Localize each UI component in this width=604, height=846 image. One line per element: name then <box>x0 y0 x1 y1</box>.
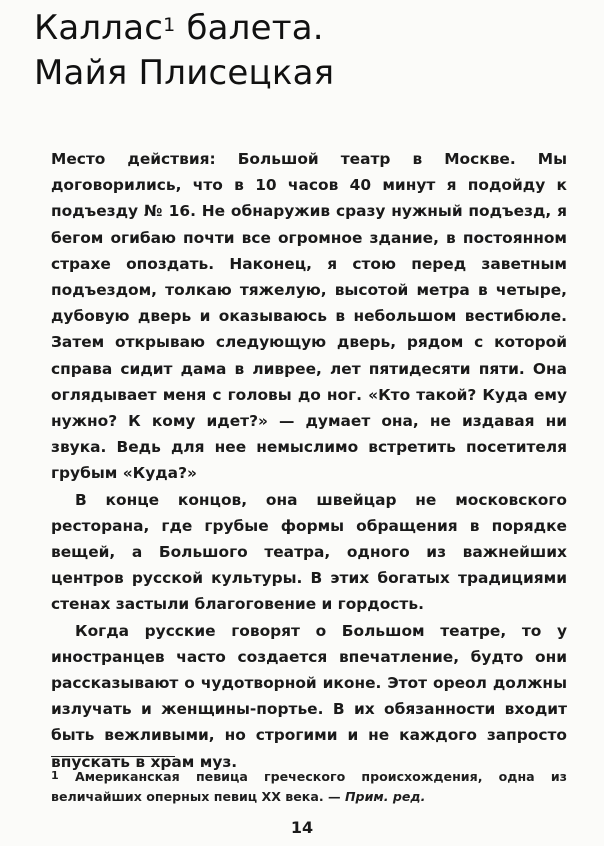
body-text <box>51 146 567 775</box>
footnote-text: Американская певица греческого происхождения, одна из величайших оперных певиц XX века. — <box>51 769 567 804</box>
paragraph: Место действия: Большой театр в Москве. Мы договорились, что в 10 часов 40 минут я подойду к подъезду № 16. Не обнаружив сразу нужный подъезд, я бегом огибаю почти все огромное здание, в постоянном страхе опоздать. Наконец, я стою перед заветным подъездом, толкаю тяжелую, высотой метра в четыре, дубовую дверь и оказываюсь в небольшом вестибюле. Затем открываю следующую дверь, рядом с которой справа сидит дама в ливрее, лет пятидесяти пяти. Она оглядывает меня с головы до ног. «Кто такой? Куда ему нужно? К кому идет?» — думает она, не издавая ни звука. Ведь для нее немыслимо встретить посетителя грубым «Куда?» <box>51 150 567 483</box>
chapter-title <box>34 6 334 96</box>
page-number: 14 <box>290 818 314 837</box>
chapter-title-line1: Каллас$^1$ балета. <box>34 8 324 48</box>
chapter-title-line2: Майя Плисецкая <box>34 53 335 93</box>
footnote <box>51 766 567 806</box>
paragraph: В конце концов, она швейцар не московского ресторана, где грубые формы обращения в порядке вещей, а Большого театра, одного из важнейших центров русской культуры. В этих богатых традициями стенах застыли благоговение и гордость. <box>51 490 567 614</box>
footnote-reference: 1 <box>163 14 176 36</box>
footnote-marker: 1 <box>51 769 59 782</box>
footnote-editor-note: Прим. ред. <box>345 788 426 804</box>
footnote-divider <box>51 756 175 757</box>
paragraph: Когда русские говорят о Большом театре, то у иностранцев часто создается впечатление, будто они рассказывают о чудотворной иконе. Этот ореол должны излучать и женщины-портье. В их обязанности входит быть вежливыми, но строгими и не каждого запросто впускать в храм муз. <box>51 621 567 771</box>
